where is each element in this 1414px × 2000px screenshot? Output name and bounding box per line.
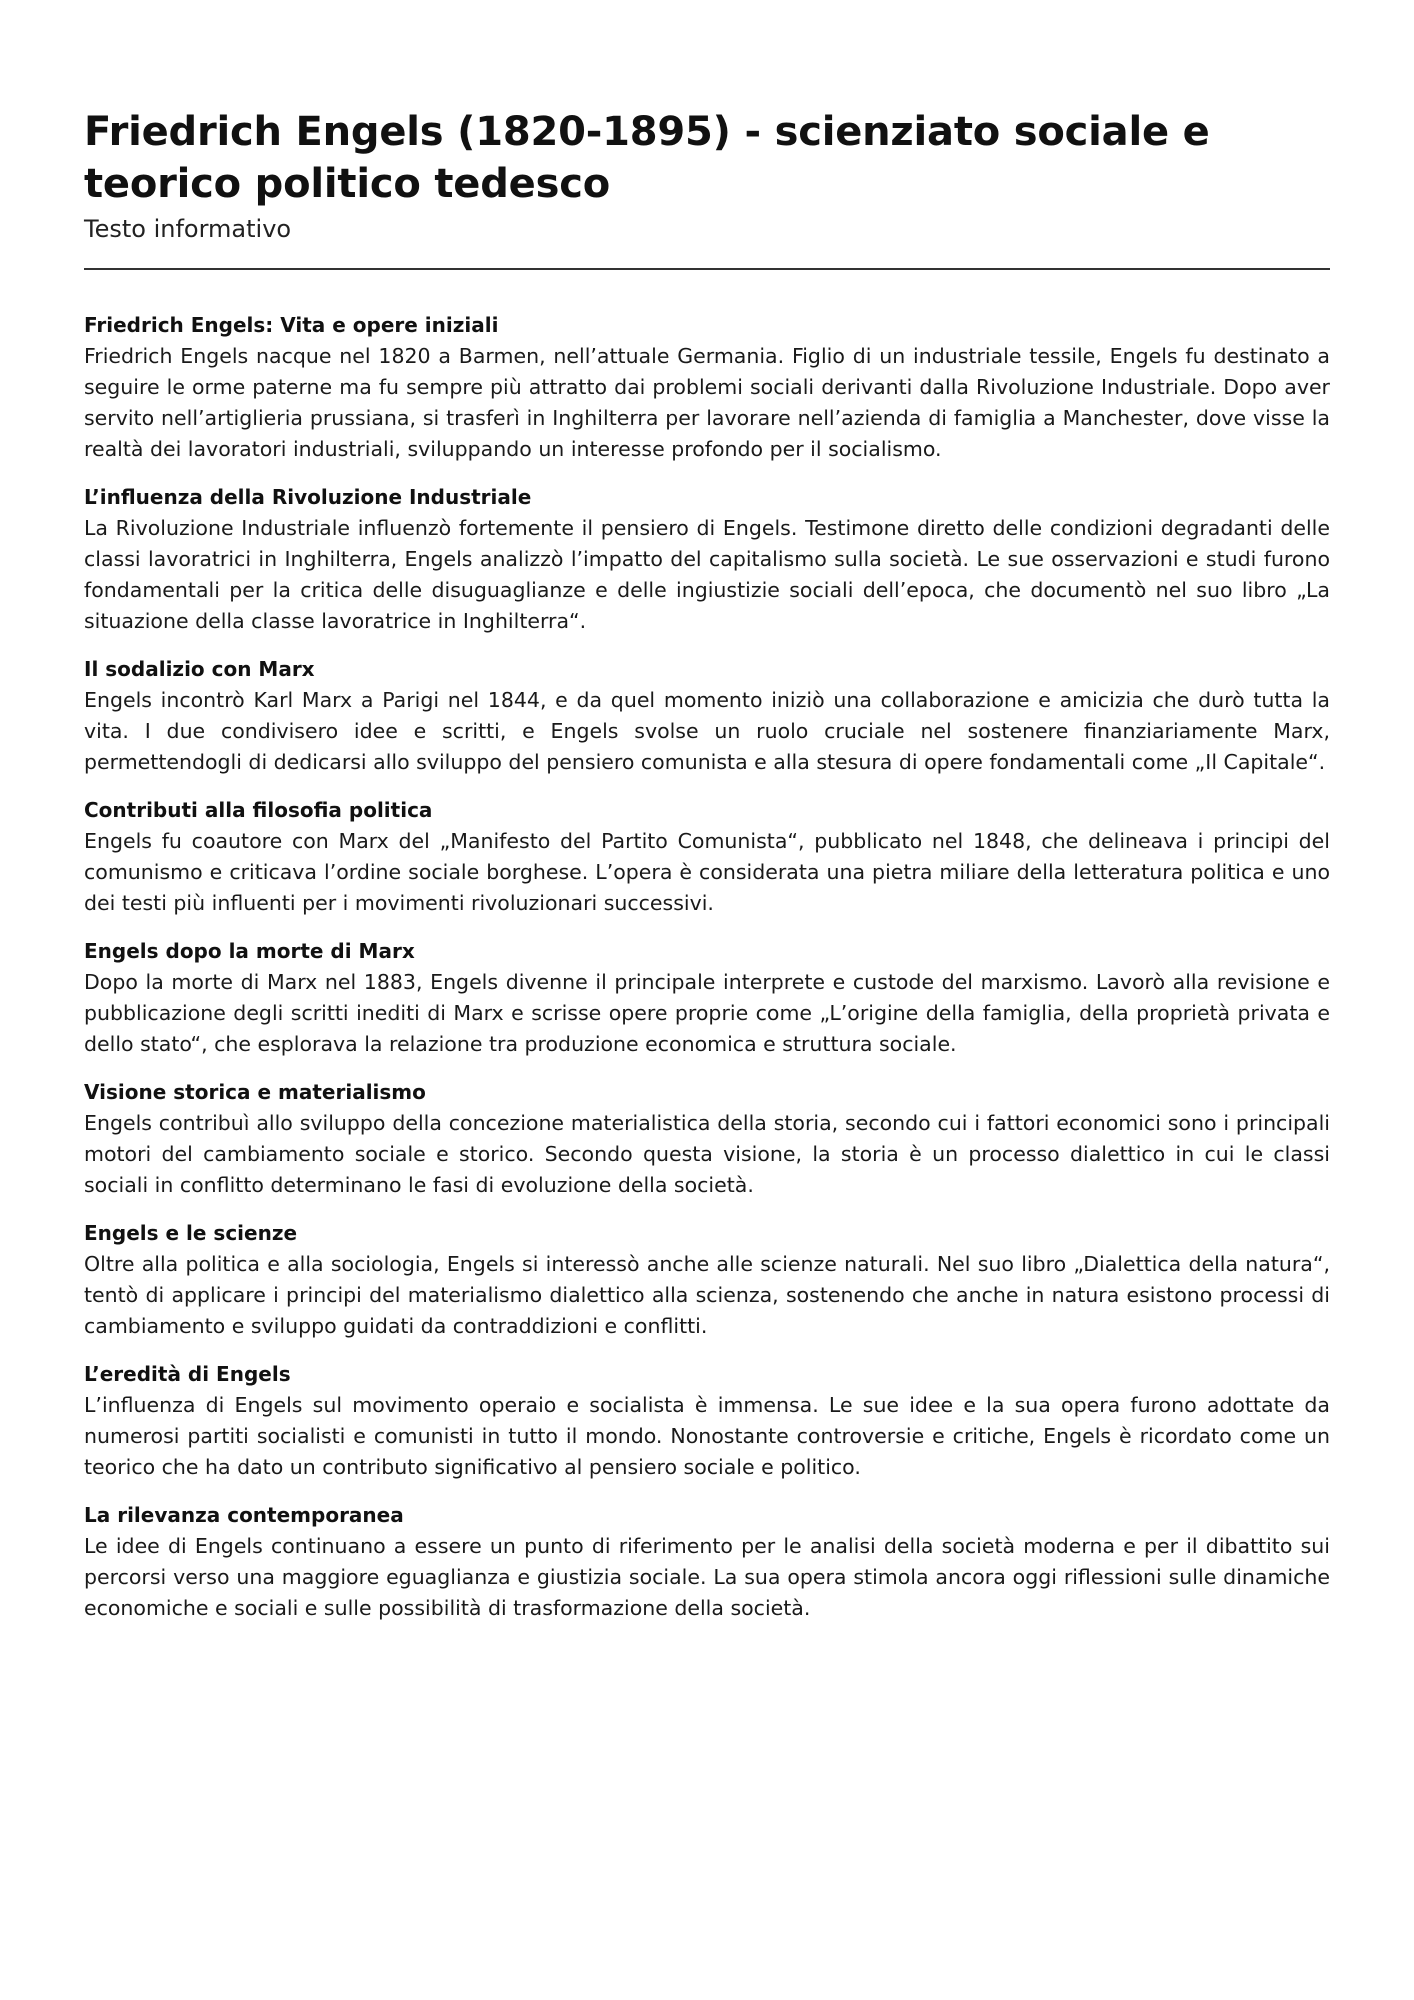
section-body: Oltre alla politica e alla sociologia, Engels si interessò anche alle scienze naturali. Nel suo libro „Dialettica della natura“, tentò di applicare i principi del materialismo dialettico alla scienza, sostenendo che anche in natura esistono processi di cambiamento e sviluppo guidati da contraddizioni e conflitti. (84, 1252, 1330, 1338)
section-heading: Il sodalizio con Marx (84, 657, 315, 681)
section-heading: Visione storica e materialismo (84, 1080, 426, 1104)
section-heading: Engels dopo la morte di Marx (84, 939, 415, 963)
section-heading: Engels e le scienze (84, 1221, 298, 1245)
section-rilevanza-contemporanea (84, 1500, 1330, 1624)
section-body: Friedrich Engels nacque nel 1820 a Barmen, nell’attuale Germania. Figlio di un industriale tessile, Engels fu destinato a seguire le orme paterne ma fu sempre più attratto dai problemi sociali derivanti dalla Rivoluzione Industriale. Dopo aver servito nell’artiglieria prussiana, si trasferì in Inghilterra per lavorare nell’azienda di famiglia a Manchester, dove visse la realtà dei lavoratori industriali, sviluppando un interesse profondo per il socialismo. (84, 344, 1330, 461)
title-divider (84, 268, 1330, 270)
section-body: Engels incontrò Karl Marx a Parigi nel 1844, e da quel momento iniziò una collaborazione e amicizia che durò tutta la vita. I due condivisero idee e scritti, e Engels svolse un ruolo cruciale nel sostenere finanziariamente Marx, permettendogli di dedicarsi allo sviluppo del pensiero comunista e alla stesura di opere fondamentali come „Il Capitale“. (84, 688, 1330, 774)
section-dopo-morte-marx (84, 936, 1330, 1060)
document-subtitle: Testo informativo (84, 215, 292, 243)
section-body: Engels fu coautore con Marx del „Manifesto del Partito Comunista“, pubblicato nel 1848, che delineava i principi del comunismo e criticava l’ordine sociale borghese. L’opera è considerata una pietra miliare della letteratura politica e uno dei testi più influenti per i movimenti rivoluzionari successivi. (84, 829, 1330, 915)
section-sodalizio-marx (84, 654, 1330, 778)
section-heading: Friedrich Engels: Vita e opere iniziali (84, 313, 499, 337)
section-heading: L’influenza della Rivoluzione Industriale (84, 485, 532, 509)
section-vita-opere-iniziali (84, 310, 1330, 465)
section-rivoluzione-industriale (84, 482, 1330, 637)
section-filosofia-politica (84, 795, 1330, 919)
section-body: Dopo la morte di Marx nel 1883, Engels divenne il principale interprete e custode del marxismo. Lavorò alla revisione e pubblicazione degli scritti inediti di Marx e scrisse opere proprie come „L’origine della famiglia, della proprietà privata e dello stato“, che esplorava la relazione tra produzione economica e struttura sociale. (84, 970, 1330, 1056)
section-body: L’influenza di Engels sul movimento operaio e socialista è immensa. Le sue idee e la sua opera furono adottate da numerosi partiti socialisti e comunisti in tutto il mondo. Nonostante controversie e critiche, Engels è ricordato come un teorico che ha dato un contributo significativo al pensiero sociale e politico. (84, 1393, 1330, 1479)
section-heading: Contributi alla filosofia politica (84, 798, 433, 822)
section-eredita (84, 1359, 1330, 1483)
document-page (84, 106, 1330, 1641)
section-heading: La rilevanza contemporanea (84, 1503, 404, 1527)
section-heading: L’eredità di Engels (84, 1362, 291, 1386)
section-body: La Rivoluzione Industriale influenzò fortemente il pensiero di Engels. Testimone diretto delle condizioni degradanti delle classi lavoratrici in Inghilterra, Engels analizzò l’impatto del capitalismo sulla società. Le sue osservazioni e studi furono fondamentali per la critica delle disuguaglianze e delle ingiustizie sociali dell’epoca, che documentò nel suo libro „La situazione della classe lavoratrice in Inghilterra“. (84, 516, 1330, 633)
section-visione-storica (84, 1077, 1330, 1201)
section-body: Le idee di Engels continuano a essere un punto di riferimento per le analisi della società moderna e per il dibattito sui percorsi verso una maggiore eguaglianza e giustizia sociale. La sua opera stimola ancora oggi riflessioni sulle dinamiche economiche e sociali e sulle possibilità di trasformazione della società. (84, 1534, 1330, 1620)
document-title: Friedrich Engels (1820-1895) - scienziato sociale e teorico politico tedesco (84, 109, 1210, 207)
section-scienze (84, 1218, 1330, 1342)
section-body: Engels contribuì allo sviluppo della concezione materialistica della storia, secondo cui i fattori economici sono i principali motori del cambiamento sociale e storico. Secondo questa visione, la storia è un processo dialettico in cui le classi sociali in conflitto determinano le fasi di evoluzione della società. (84, 1111, 1330, 1197)
